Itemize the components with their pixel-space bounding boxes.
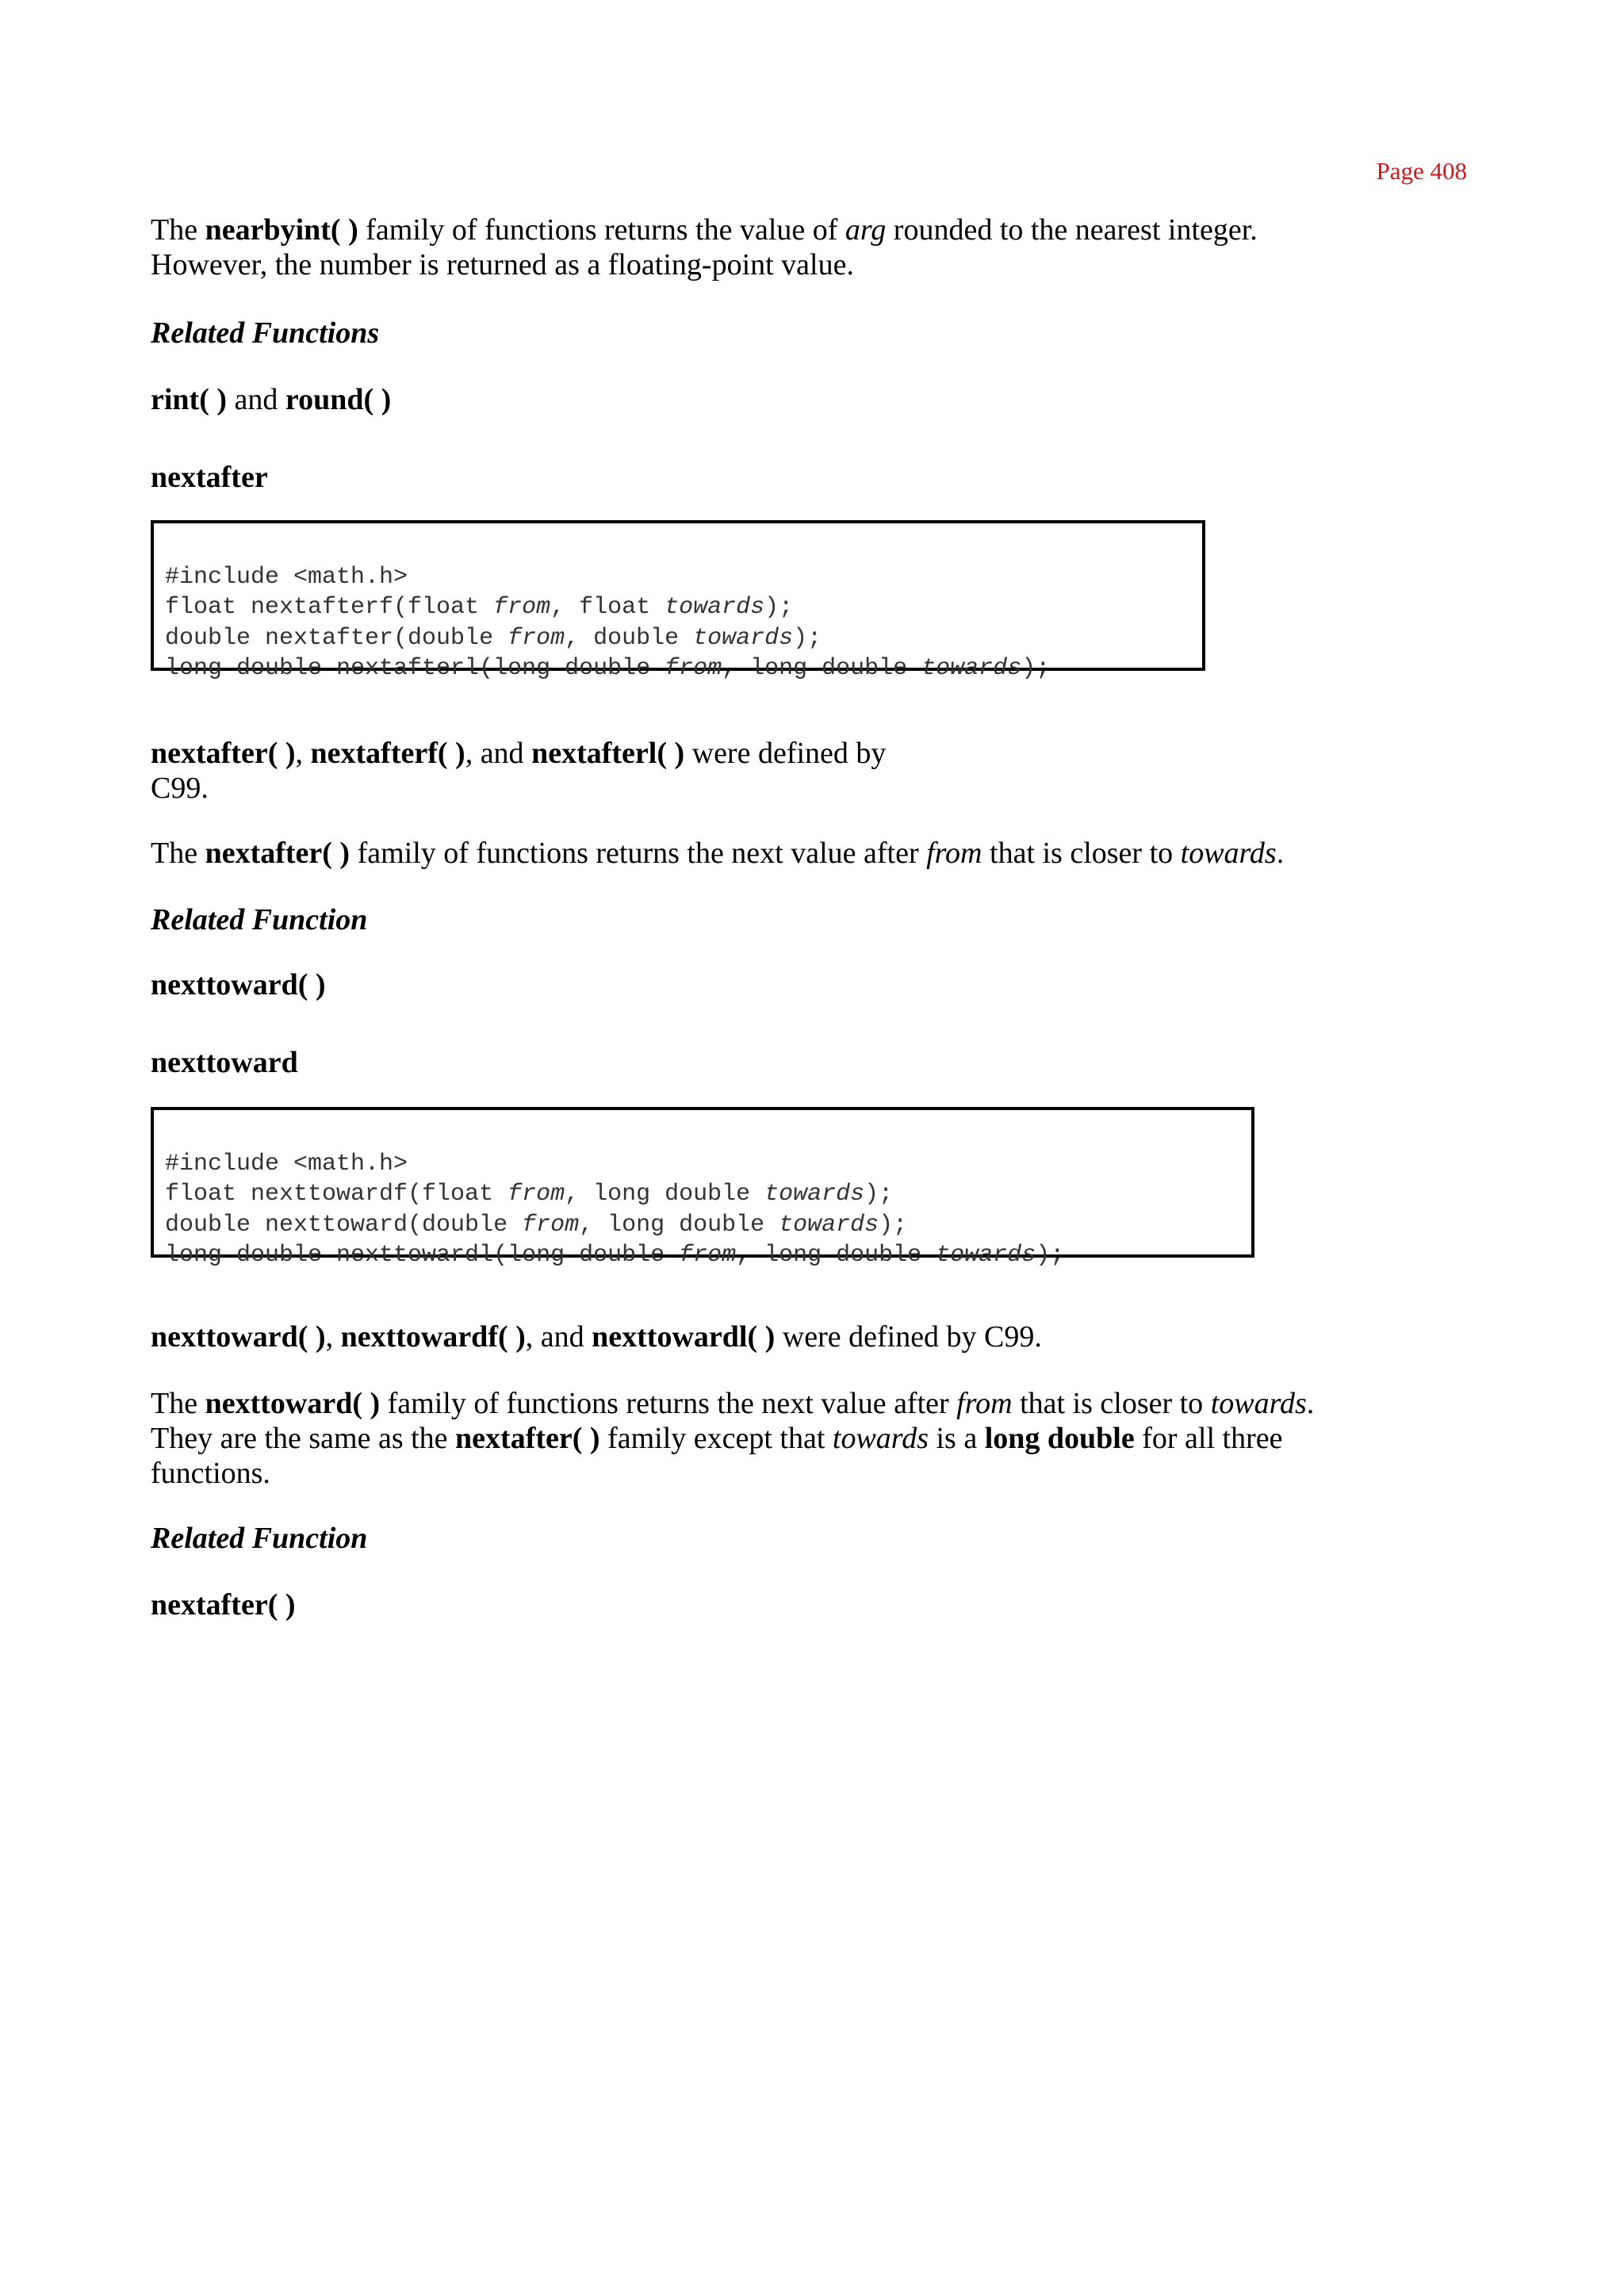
- nexttoward-related-function-heading: Related Function: [151, 1522, 368, 1555]
- nexttoward-related-function: nextafter( ): [151, 1588, 296, 1622]
- nextafter-related-function: nexttoward( ): [151, 968, 326, 1001]
- code-line: float nextafterf(float from, float towards);: [165, 594, 794, 621]
- related-functions-heading: Related Functions: [151, 316, 380, 350]
- code-line: #include <math.h>: [165, 563, 408, 591]
- nextafter-defined-by: [151, 736, 886, 806]
- code-line: long double nexttowardl(long double from, long double towards);: [165, 1242, 1065, 1269]
- nearbyint-description: [151, 213, 1258, 282]
- code-line: float nexttowardf(float from, long double towards);: [165, 1181, 894, 1208]
- nextafter-defined-by-line-1: nextafter( ), nextafterf( ), and nextafterl( ) were defined by: [151, 737, 887, 770]
- page-number: Page 408: [1376, 157, 1467, 185]
- nexttoward-description-line-3: functions.: [151, 1457, 270, 1490]
- nexttoward-description: [151, 1386, 1314, 1491]
- nexttoward-description-line-2: They are the same as the nextafter( ) family except that towards is a long double for all three: [151, 1422, 1283, 1455]
- nearbyint-description-line-1: The nearbyint( ) family of functions returns the value of arg rounded to the nearest integer.: [151, 213, 1258, 247]
- nextafter-defined-by-line-2: C99.: [151, 772, 209, 805]
- nextafter-related-function-heading: Related Function: [151, 903, 368, 936]
- nexttoward-defined-by: nexttoward( ), nexttowardf( ), and nexttowardl( ) were defined by C99.: [151, 1320, 1042, 1354]
- nexttoward-heading: nexttoward: [151, 1046, 298, 1079]
- nearbyint-related-functions: rint( ) and round( ): [151, 383, 392, 416]
- code-line: double nextafter(double from, double towards);: [165, 624, 822, 652]
- nexttoward-prototype-box: [151, 1107, 1254, 1269]
- code-line: long double nextafterl(long double from, long double towards);: [165, 655, 1051, 682]
- nextafter-description: The nextafter( ) family of functions returns the next value after from that is closer to towards.: [151, 837, 1285, 870]
- code-line: #include <math.h>: [165, 1150, 408, 1178]
- nextafter-prototype-box: [151, 520, 1205, 682]
- nearbyint-description-line-2: However, the number is returned as a floating-point value.: [151, 248, 854, 281]
- nexttoward-description-line-1: The nexttoward( ) family of functions returns the next value after from that is closer to towards.: [151, 1387, 1315, 1420]
- nextafter-heading: nextafter: [151, 461, 268, 494]
- code-line: double nexttoward(double from, long double towards);: [165, 1211, 908, 1239]
